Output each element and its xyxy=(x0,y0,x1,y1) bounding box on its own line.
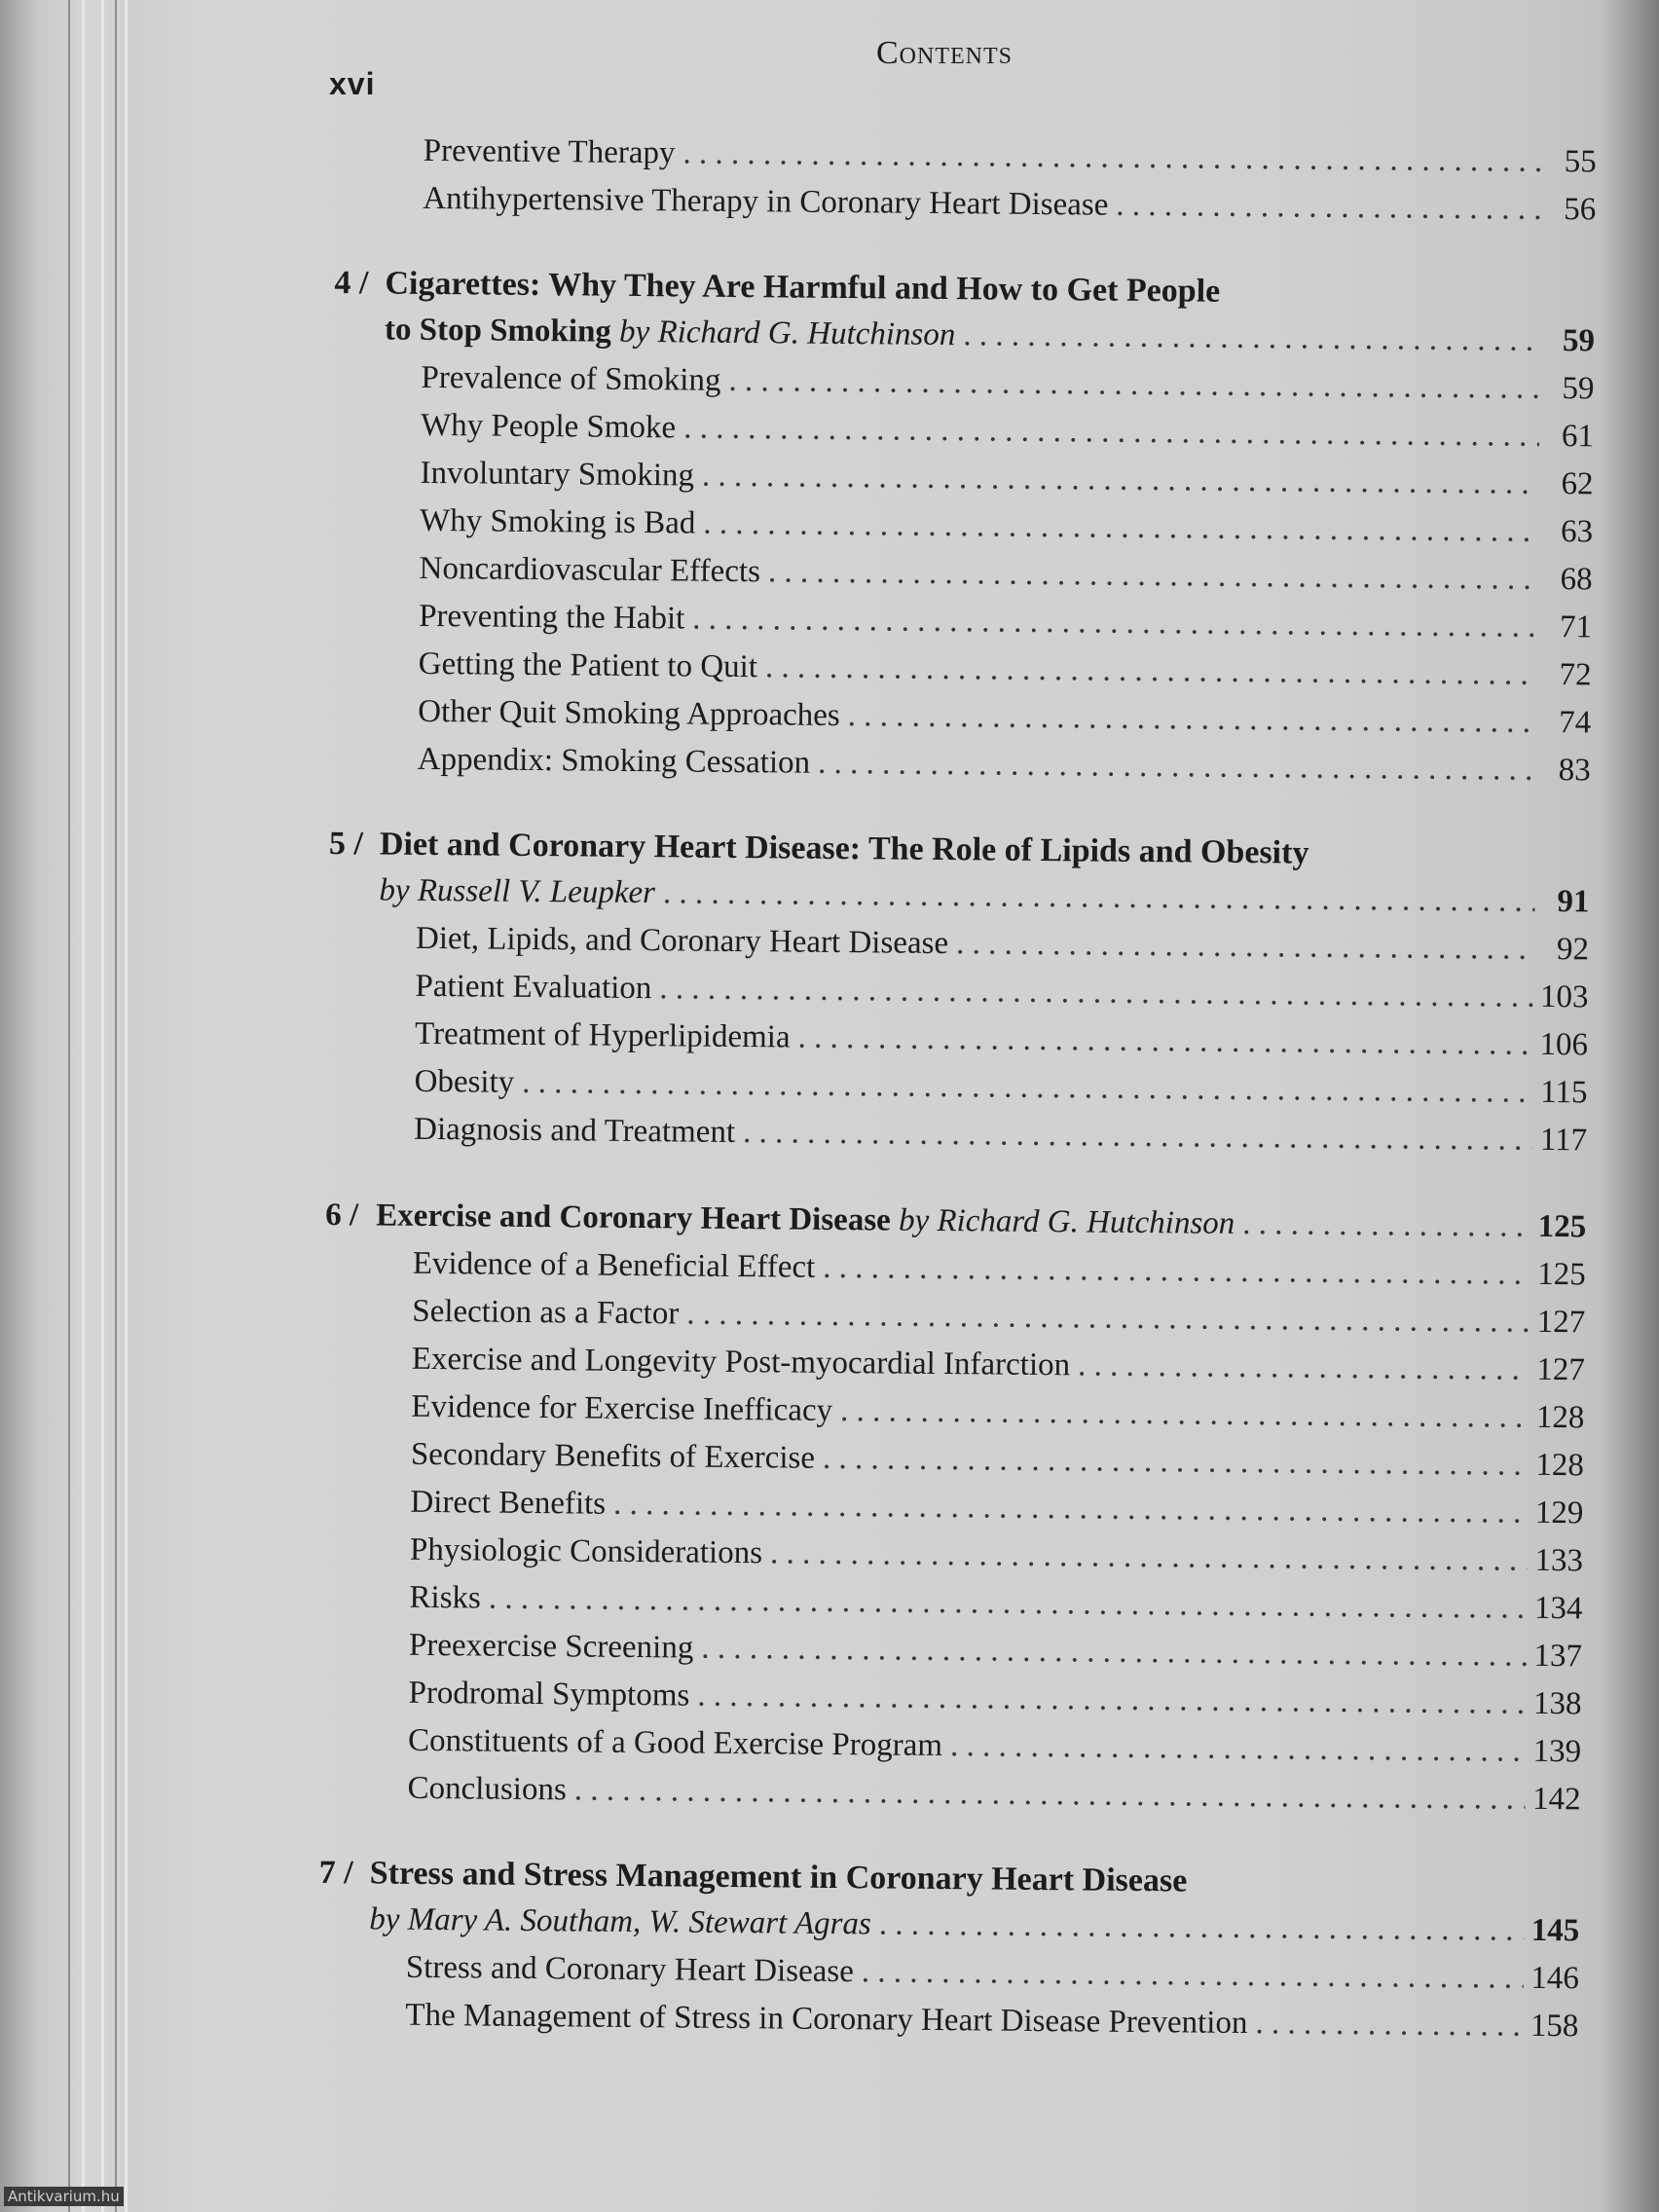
entry-title: Noncardiovascular Effects xyxy=(419,550,761,590)
entry-title: Constituents of a Good Exercise Program xyxy=(407,1722,943,1764)
entry-page: 72 xyxy=(1559,657,1592,693)
chapter-title: Exercise and Coronary Heart Disease xyxy=(376,1198,891,1238)
page-edge xyxy=(68,0,70,2212)
dot-leader xyxy=(770,1530,1528,1584)
entry-title: Preexercise Screening xyxy=(408,1627,694,1666)
chapter-author: by Mary A. Southam, W. Stewart Agras xyxy=(369,1901,871,1942)
dot-leader xyxy=(797,1014,1531,1069)
chapter-title: Diet and Coronary Heart Disease: The Role of Lipids and Obesity xyxy=(379,826,1309,871)
entry-title: The Management of Stress in Coronary Heart Disease Prevention xyxy=(405,1997,1248,2042)
entry-title: Other Quit Smoking Approaches xyxy=(418,693,840,733)
entry-page: 127 xyxy=(1536,1304,1586,1341)
dot-leader xyxy=(702,453,1539,508)
table-of-contents xyxy=(317,127,1597,2050)
entry-title: Preventive Therapy xyxy=(423,132,676,171)
dot-leader xyxy=(956,920,1534,974)
page-edge xyxy=(82,0,85,2212)
entry-page: 129 xyxy=(1534,1494,1584,1531)
chapter-title: Stress and Stress Management in Coronary Heart Disease xyxy=(369,1855,1188,1899)
entry-title: Patient Evaluation xyxy=(415,968,652,1007)
watermark: Antikvarium.hu xyxy=(4,2187,124,2206)
entry-title: Antihypertensive Therapy in Coronary Heart Disease xyxy=(423,180,1109,223)
dot-leader xyxy=(682,129,1542,185)
entry-title: Evidence for Exercise Inefficacy xyxy=(411,1388,833,1428)
chapter-number: 4 / xyxy=(334,264,369,302)
entry-title: Treatment of Hyperlipidemia xyxy=(414,1015,791,1055)
entry-title: Secondary Benefits of Exercise xyxy=(410,1436,816,1476)
entry-title: Diet, Lipids, and Coronary Heart Disease xyxy=(415,920,949,962)
entry-page: 134 xyxy=(1533,1590,1583,1627)
entry-title: Why Smoking is Bad xyxy=(419,502,696,541)
dot-leader xyxy=(743,1109,1532,1164)
dot-leader xyxy=(703,500,1538,556)
entry-page: 125 xyxy=(1537,1256,1586,1293)
entry-title: Selection as a Factor xyxy=(412,1293,680,1332)
chapter-number: 7 / xyxy=(318,1854,353,1892)
dot-leader xyxy=(697,1673,1526,1728)
entry-page: 55 xyxy=(1564,144,1597,180)
dot-leader xyxy=(613,1481,1528,1537)
dot-leader xyxy=(701,1625,1527,1680)
chapter-number: 5 / xyxy=(328,825,364,863)
entry-title: Stress and Coronary Heart Disease xyxy=(405,1949,855,1990)
entry-page: 128 xyxy=(1535,1447,1585,1484)
chapter-author: by Russell V. Leupker xyxy=(379,872,656,911)
dot-leader xyxy=(840,1387,1529,1442)
dot-leader xyxy=(1255,2000,1523,2050)
page-number: xvi xyxy=(329,66,376,101)
entry-page: 56 xyxy=(1564,192,1597,228)
entry-title: Risks xyxy=(409,1579,482,1616)
entry-title: Exercise and Longevity Post-myocardial Infarction xyxy=(411,1341,1071,1383)
chapter-author: by Richard G. Hutchinson xyxy=(618,313,956,353)
entry-page: 142 xyxy=(1531,1781,1581,1818)
entry-page: 128 xyxy=(1535,1399,1585,1436)
dot-leader xyxy=(765,644,1537,699)
dot-leader xyxy=(1078,1342,1530,1393)
entry-page: 127 xyxy=(1536,1351,1585,1388)
dot-leader xyxy=(823,1435,1529,1490)
chapter-6 xyxy=(319,1192,1586,1824)
entry-page: 137 xyxy=(1533,1638,1583,1675)
entry-page: 158 xyxy=(1530,2008,1579,2045)
dot-leader xyxy=(818,740,1536,794)
chapter-title: Cigarettes: Why They Are Harmful and How to Get People xyxy=(385,265,1221,310)
dot-leader xyxy=(848,692,1537,747)
dot-leader xyxy=(663,869,1535,926)
chapter-page: 145 xyxy=(1530,1912,1580,1949)
entry-page: 74 xyxy=(1559,705,1592,741)
entry-title: Involuntary Smoking xyxy=(420,455,695,494)
entry-title: Conclusions xyxy=(407,1770,567,1808)
entry-page: 68 xyxy=(1560,562,1593,598)
entry-page: 59 xyxy=(1562,371,1595,407)
entry-page: 71 xyxy=(1559,609,1593,645)
entry-page: 103 xyxy=(1539,978,1589,1015)
entry-title: Evidence of a Beneficial Effect xyxy=(412,1245,816,1285)
chapter-4 xyxy=(330,261,1596,794)
dot-leader xyxy=(1242,1200,1530,1251)
dot-leader xyxy=(683,404,1539,460)
chapter-page: 59 xyxy=(1562,323,1596,359)
page-edge xyxy=(115,0,117,2212)
entry-title: Prodromal Symptoms xyxy=(408,1675,690,1714)
chapter-author: by Richard G. Hutchinson xyxy=(898,1202,1235,1241)
entry-page: 62 xyxy=(1561,466,1594,502)
entry-page: 63 xyxy=(1560,514,1594,550)
entry-title: Appendix: Smoking Cessation xyxy=(417,741,811,781)
dot-leader xyxy=(659,965,1532,1021)
entry-page: 106 xyxy=(1539,1026,1589,1063)
entry-title: Why People Smoke xyxy=(420,407,677,446)
dot-leader xyxy=(686,1291,1530,1346)
entry-title: Physiologic Considerations xyxy=(409,1531,763,1571)
chapter-title-cont: to Stop Smoking xyxy=(384,312,612,350)
entry-title: Direct Benefits xyxy=(410,1484,607,1522)
dot-leader xyxy=(963,312,1540,365)
dot-leader xyxy=(728,357,1539,413)
dot-leader xyxy=(862,1948,1524,2003)
running-head: Contents xyxy=(876,35,1014,71)
entry-title: Prevalence of Smoking xyxy=(421,359,721,398)
entry-page: 138 xyxy=(1532,1685,1582,1722)
page-edge xyxy=(101,0,104,2212)
dot-leader xyxy=(768,548,1538,604)
entry-title: Getting the Patient to Quit xyxy=(418,645,758,685)
chapter-page: 91 xyxy=(1557,884,1590,920)
page-edge xyxy=(125,0,128,2212)
dot-leader xyxy=(950,1722,1526,1776)
entry-title: Diagnosis and Treatment xyxy=(413,1111,736,1150)
chapter-7 xyxy=(317,1851,1580,2050)
entry-page: 61 xyxy=(1561,419,1595,455)
entry-title: Preventing the Habit xyxy=(419,598,685,637)
entry-page: 146 xyxy=(1530,1960,1579,1997)
entry-page: 92 xyxy=(1556,932,1590,968)
entry-page: 115 xyxy=(1540,1074,1588,1111)
entry-page: 133 xyxy=(1534,1542,1584,1579)
dot-leader xyxy=(823,1244,1530,1299)
entry-page: 139 xyxy=(1532,1733,1582,1770)
chapter-5 xyxy=(326,822,1590,1164)
dot-leader xyxy=(1116,182,1541,234)
entry-page: 117 xyxy=(1539,1122,1588,1159)
entry-page: 83 xyxy=(1558,753,1591,789)
chapter-number: 6 / xyxy=(325,1197,359,1234)
dot-leader xyxy=(879,1900,1524,1954)
dot-leader xyxy=(692,596,1537,651)
chapter-page: 125 xyxy=(1537,1208,1587,1245)
page-shadow xyxy=(1601,0,1659,2212)
entry-title: Obesity xyxy=(414,1063,515,1100)
dot-leader xyxy=(574,1766,1526,1823)
